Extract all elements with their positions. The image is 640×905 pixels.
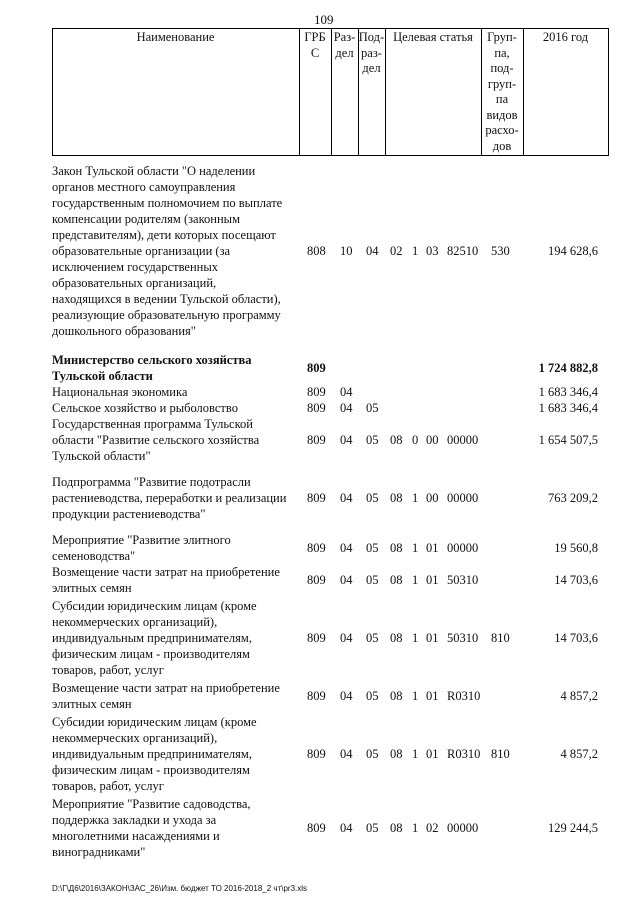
row-vid: 810 xyxy=(491,747,510,761)
row-cs1: 08 xyxy=(390,689,403,703)
row-razdel: 04 xyxy=(340,541,353,555)
row-razdel: 04 xyxy=(340,821,353,835)
row-grbs: 809 xyxy=(307,821,326,835)
row-cs4: 00000 xyxy=(447,491,479,505)
row-cs4: 50310 xyxy=(447,573,479,587)
row-amount: 14 703,6 xyxy=(554,631,598,645)
row-amount: 1 683 346,4 xyxy=(538,385,598,399)
row-cs3: 03 xyxy=(426,244,439,258)
row-podrazdel: 05 xyxy=(366,747,379,761)
row-cs2: 1 xyxy=(412,541,419,555)
row-amount: 14 703,6 xyxy=(554,573,598,587)
row-name: Национальная экономика xyxy=(52,385,188,399)
row-razdel: 04 xyxy=(340,401,353,415)
row-cs3: 00 xyxy=(426,491,439,505)
row-razdel: 04 xyxy=(340,631,353,645)
row-grbs: 809 xyxy=(307,747,326,761)
row-podrazdel: 05 xyxy=(366,541,379,555)
row-razdel: 04 xyxy=(340,689,353,703)
row-cs2: 1 xyxy=(412,631,419,645)
row-cs4: 00000 xyxy=(447,821,479,835)
row-name: Субсидии юридическим лицам (кроме некоммерческих организаций), индивидуальным предпринимателям, физическим лицам - производителям товаров, работ, услуг xyxy=(52,715,257,793)
row-cs2: 1 xyxy=(412,689,419,703)
row-cs2: 1 xyxy=(412,821,419,835)
row-amount: 1 683 346,4 xyxy=(538,401,598,415)
row-cs3: 01 xyxy=(426,689,439,703)
row-vid: 810 xyxy=(491,631,510,645)
file-path-footer: D:\Г\Д6\2016\ЗАКОН\ЗАС_26\Изм. бюджет ТО 2016-2018_2 чт\pr3.xls xyxy=(52,884,308,893)
row-name: Возмещение части затрат на приобретение элитных семян xyxy=(52,565,280,595)
row-amount: 1 654 507,5 xyxy=(538,433,598,447)
row-podrazdel: 05 xyxy=(366,491,379,505)
row-cs4: R0310 xyxy=(447,689,481,703)
row-grbs: 809 xyxy=(307,631,326,645)
row-podrazdel: 05 xyxy=(366,573,379,587)
row-grbs: 809 xyxy=(307,541,326,555)
header-year: 2016 год xyxy=(542,30,589,44)
row-vid: 530 xyxy=(491,244,510,258)
row-cs3: 01 xyxy=(426,747,439,761)
page-number: 109 xyxy=(314,12,334,27)
row-grbs: 809 xyxy=(307,433,326,447)
row-name: Государственная программа Тульской области "Развитие сельского хозяйства Тульской области" xyxy=(52,417,260,463)
row-name: Мероприятие "Развитие элитного семеноводства" xyxy=(52,533,231,563)
row-razdel: 04 xyxy=(340,491,353,505)
row-podrazdel: 05 xyxy=(366,821,379,835)
header-razdel: Раз- дел xyxy=(333,30,356,60)
row-grbs: 809 xyxy=(307,491,326,505)
row-cs1: 08 xyxy=(390,491,403,505)
row-cs1: 08 xyxy=(390,821,403,835)
row-name: Министерство сельского хозяйства Тульской области xyxy=(52,353,252,383)
row-name: Субсидии юридическим лицам (кроме некоммерческих организаций), индивидуальным предпринимателям, физическим лицам - производителям товаров, работ, услуг xyxy=(52,599,257,677)
row-cs1: 08 xyxy=(390,631,403,645)
row-cs4: 82510 xyxy=(447,244,479,258)
header-podrazdel: Под- раз- дел xyxy=(358,30,385,75)
row-amount: 4 857,2 xyxy=(560,689,598,703)
header-name: Наименование xyxy=(136,30,215,44)
row-amount: 194 628,6 xyxy=(548,244,598,258)
row-cs4: 50310 xyxy=(447,631,479,645)
row-cs3: 01 xyxy=(426,573,439,587)
row-grbs: 809 xyxy=(307,689,326,703)
row-cs2: 1 xyxy=(412,244,419,258)
row-razdel: 04 xyxy=(340,385,353,399)
row-cs3: 00 xyxy=(426,433,439,447)
row-cs4: R0310 xyxy=(447,747,481,761)
row-amount: 129 244,5 xyxy=(548,821,598,835)
row-podrazdel: 04 xyxy=(366,244,379,258)
row-podrazdel: 05 xyxy=(366,401,379,415)
row-cs1: 08 xyxy=(390,747,403,761)
row-amount: 1 724 882,8 xyxy=(538,361,598,375)
header-grbs: ГРБ С xyxy=(304,30,326,60)
row-grbs: 809 xyxy=(307,401,326,415)
row-cs2: 0 xyxy=(412,433,419,447)
row-cs3: 02 xyxy=(426,821,439,835)
row-cs1: 08 xyxy=(390,433,403,447)
row-grbs: 808 xyxy=(307,244,326,258)
row-razdel: 04 xyxy=(340,573,353,587)
row-name: Подпрограмма "Развитие подотрасли растениеводства, переработки и реализации продукции растениеводства" xyxy=(52,475,287,521)
row-cs3: 01 xyxy=(426,541,439,555)
row-cs2: 1 xyxy=(412,573,419,587)
row-amount: 763 209,2 xyxy=(548,491,598,505)
row-cs1: 08 xyxy=(390,573,403,587)
row-name: Возмещение части затрат на приобретение элитных семян xyxy=(52,681,280,711)
row-amount: 19 560,8 xyxy=(554,541,598,555)
row-cs1: 08 xyxy=(390,541,403,555)
row-amount: 4 857,2 xyxy=(560,747,598,761)
row-cs2: 1 xyxy=(412,747,419,761)
header-gruppa: Груп- па, под- груп- па видов расхо- дов xyxy=(485,30,519,153)
row-razdel: 10 xyxy=(340,244,353,258)
row-cs2: 1 xyxy=(412,491,419,505)
row-grbs: 809 xyxy=(307,385,326,399)
row-grbs: 809 xyxy=(307,573,326,587)
row-cs1: 02 xyxy=(390,244,403,258)
row-cs3: 01 xyxy=(426,631,439,645)
row-podrazdel: 05 xyxy=(366,689,379,703)
row-grbs: 809 xyxy=(307,361,326,375)
row-cs4: 00000 xyxy=(447,541,479,555)
row-podrazdel: 05 xyxy=(366,631,379,645)
row-cs4: 00000 xyxy=(447,433,479,447)
row-razdel: 04 xyxy=(340,433,353,447)
row-podrazdel: 05 xyxy=(366,433,379,447)
header-tselevaya: Целевая статья xyxy=(393,30,473,44)
row-razdel: 04 xyxy=(340,747,353,761)
row-name: Закон Тульской области "О наделении органов местного самоуправления государственным полномочием по выплате компенсации родителям (законным представителям), дети которых посещают образовательные организации (за исключением государственных образовательных организаций, находящихся в ведении Тульской области), реализующие образовательную программу дошкольного образования" xyxy=(52,164,283,338)
row-name: Мероприятие "Развитие садоводства, поддержка закладки и ухода за многолетними насаждениями и виноградниками" xyxy=(52,797,251,859)
row-name: Сельское хозяйство и рыболовство xyxy=(52,401,238,415)
